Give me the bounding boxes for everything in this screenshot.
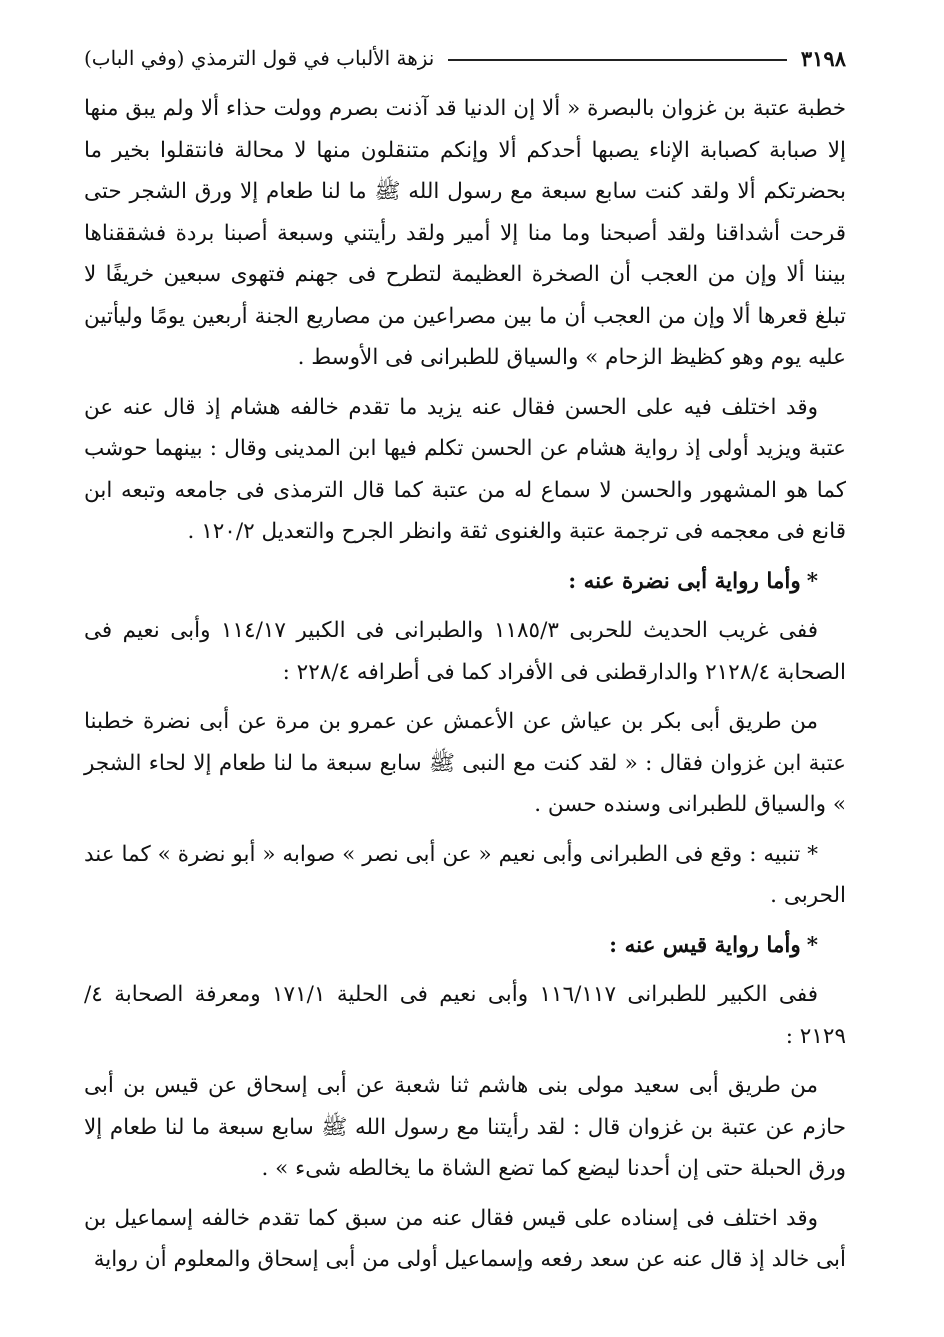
paragraph: وقد اختلف فى إسناده على قيس فقال عنه من سبق كما تقدم خالفه إسماعيل بن أبى خالد إذ قال عنه عن سعد رفعه وإسماعيل أولى من أبى إسحاق والمعلوم أن رواية <box>84 1205 846 1272</box>
page-number: ٣١٩٨ <box>800 45 846 71</box>
paragraph: ففى الكبير للطبرانى ١١٦/١١٧ وأبى نعيم فى الحلية ١٧١/١ ومعرفة الصحابة ٤/ ٢١٢٩ : <box>84 982 846 1049</box>
paragraph: وقد اختلف فيه على الحسن فقال عنه يزيد ما تقدم خالفه هشام إذ قال عنه عن عتبة ويزيد أولى إذ رواية هشام عن الحسن تكلم فيها ابن المدينى وقال : بينهما حوشب كما هو المشهور والحسن لا سماع له من عتبة كما قال الترمذى فى جامعه وتبعه ابن قانع فى معجمه فى ترجمة عتبة والغنوى ثقة وانظر الجرح والتعديل ١٢٠/٢ . <box>84 394 846 544</box>
star-marker: * <box>806 932 818 958</box>
paragraph: من طريق أبى سعيد مولى بنى هاشم ثنا شعبة عن أبى إسحاق عن قيس بن أبى حازم عن عتبة بن غزوان قال : لقد رأيتنا مع رسول الله ﷺ سابع سبعة ما لنا طعام إلا ورق الحبلة حتى إن أحدنا ليضع كما تضع الشاة ما يخالطه شىء » . <box>84 1073 846 1181</box>
header-rule <box>448 59 787 61</box>
paragraph: خطبة عتبة بن غزوان بالبصرة « ألا إن الدنيا قد آذنت بصرم وولت حذاء ألا ولم يبق منها إلا صبابة كصبابة الإناء يصبها أحدكم ألا وإنكم متنقلون منها لا محالة فانتقلوا بخير ما بحضرتكم ألا ولقد كنت سابع سبعة مع رسول الله ﷺ ما لنا طعام إلا ورق الشجر حتى قرحت أشداقنا ولقد أصبحنا وما منا إلا أمير ولقد رأيتني وسبعة أصبنا بردة فشققناها بيننا ألا وإن من العجب أن الصخرة العظيمة لتطرح فى جهنم فتهوى سبعين خريفًا لا تبلغ قعرها ألا وإن من العجب أن ما بين مصراعين من مصاريع الجنة أربعين يومًا وليأتين عليه يوم وهو كظيظ الزحام » والسياق للطبرانى فى الأوسط . <box>84 96 846 370</box>
paragraph: ففى غريب الحديث للحربى ١١٨٥/٣ والطبرانى فى الكبير ١١٤/١٧ وأبى نعيم فى الصحابة ٢١٢٨/٤ والدارقطنى فى الأفراد كما فى أطرافه ٢٢٨/٤ : <box>84 618 846 685</box>
section-heading <box>84 925 846 967</box>
note-paragraph: * تنبيه : وقع فى الطبرانى وأبى نعيم « عن أبى نصر » صوابه « أبو نضرة » كما عند الحربى . <box>84 841 846 908</box>
section-heading-text: وأما رواية أبى نضرة عنه : <box>568 568 801 594</box>
paragraph: من طريق أبى بكر بن عياش عن الأعمش عن عمرو بن مرة عن أبى نضرة خطبنا عتبة ابن غزوان فقال : « لقد كنت مع النبى ﷺ سابع سبعة ما لنا طعام إلا لحاء الشجر » والسياق للطبرانى وسنده حسن . <box>84 709 846 817</box>
page-body <box>84 88 846 1281</box>
running-title: نزهة الألباب في قول الترمذي (وفي الباب) <box>84 46 435 70</box>
section-heading-text: وأما رواية قيس عنه : <box>609 932 801 958</box>
page-header <box>84 38 846 78</box>
star-marker: * <box>806 568 818 594</box>
section-heading <box>84 561 846 603</box>
